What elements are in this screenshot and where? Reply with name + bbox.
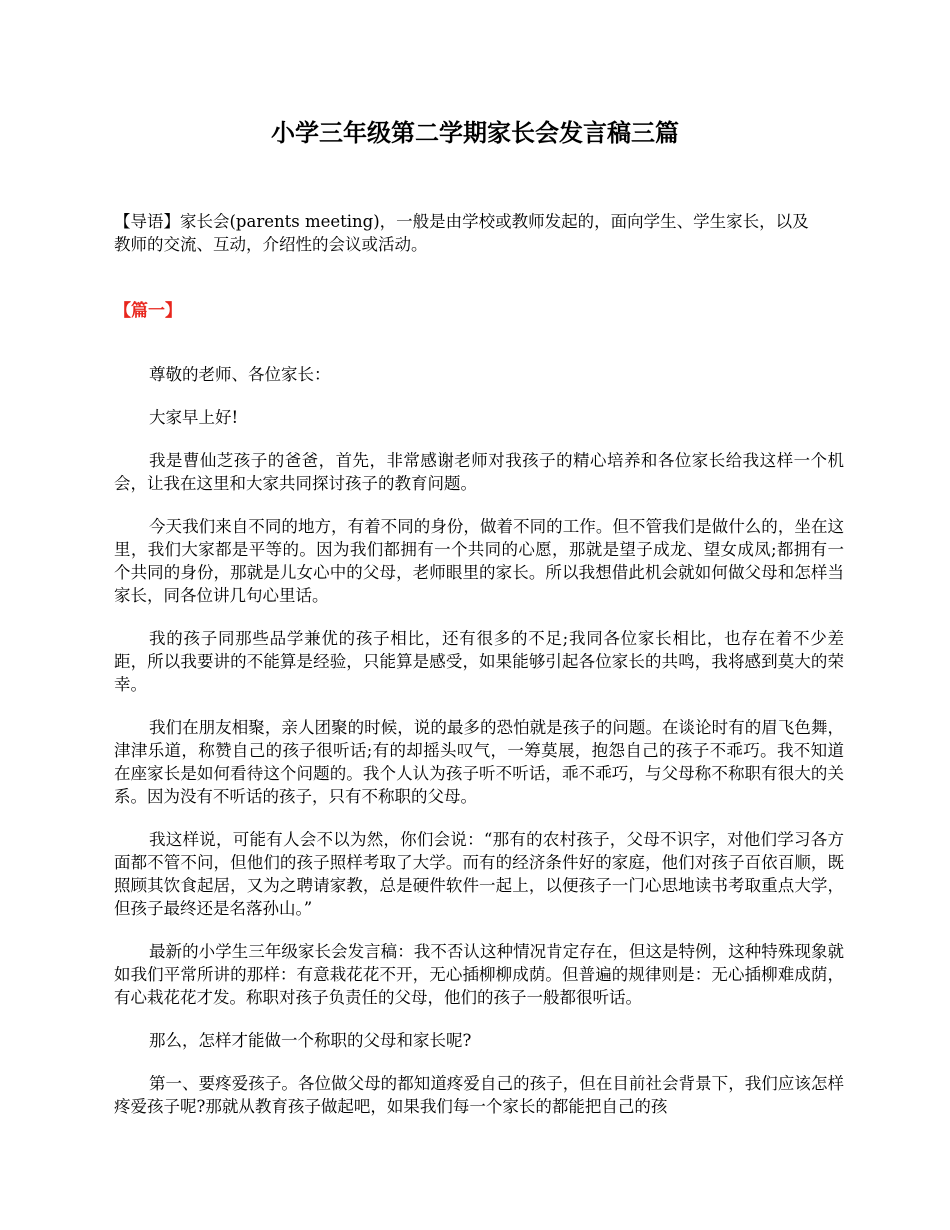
body-paragraph: 那么，怎样才能做一个称职的父母和家长呢? (149, 1031, 472, 1050)
body-paragraph: 今天我们来自不同的地方，有着不同的身份，做着不同的工作。但不管我们是做什么的，坐在这里，我们大家都是平等的。因为我们都拥有一个共同的心愿，那就是望子成龙、望女成凤;都拥有一个共同的身份，那就是儿女心中的父母，老师眼里的家长。所以我想借此机会就如何做父母和怎样当家长，同各位讲几句心里话。 (114, 517, 844, 605)
document-title: 小学三年级第二学期家长会发言稿三篇 (271, 118, 679, 147)
body-paragraph: 大家早上好! (149, 408, 239, 427)
body-paragraph: 我们在朋友相聚，亲人团聚的时候，说的最多的恐怕就是孩子的问题。在谈论时有的眉飞色舞，津津乐道，称赞自己的孩子很听话;有的却摇头叹气，一筹莫展，抱怨自己的孩子不乖巧。我不知道在座家长是如何看待这个问题的。我个人认为孩子听不听话，乖不乖巧，与父母称不称职有很大的关系。因为没有不听话的孩子，只有不称职的父母。 (114, 718, 844, 806)
body-paragraph: 尊敬的老师、各位家长： (149, 365, 331, 384)
body-paragraph: 我是曹仙芝孩子的爸爸，首先，非常感谢老师对我孩子的精心培养和各位家长给我这样一个机会，让我在这里和大家共同探讨孩子的教育问题。 (114, 451, 844, 493)
document-body (114, 363, 844, 1138)
body-paragraph: 第一、要疼爱孩子。各位做父母的都知道疼爱自己的孩子，但在目前社会背景下，我们应该怎样疼爱孩子呢?那就从教育孩子做起吧，如果我们每一个家长的都能把自己的孩 (114, 1074, 844, 1116)
intro-paragraph: 【导语】家长会(parents meeting)，一般是由学校或教师发起的，面向学生、学生家长，以及教师的交流、互动，介绍性的会议或活动。 (114, 212, 809, 254)
body-paragraph: 我这样说，可能有人会不以为然，你们会说：“那有的农村孩子，父母不识字，对他们学习各方面都不管不问，但他们的孩子照样考取了大学。而有的经济条件好的家庭，他们对孩子百依百顺，既照顾其饮食起居，又为之聘请家教，总是硬件软件一起上，以便孩子一门心思地读书考取重点大学，但孩子最终还是名落孙山。” (114, 830, 844, 918)
section-heading: 【篇一】 (114, 301, 182, 321)
body-paragraph: 我的孩子同那些品学兼优的孩子相比，还有很多的不足;我同各位家长相比，也存在着不少差距，所以我要讲的不能算是经验，只能算是感受，如果能够引起各位家长的共鸣，我将感到莫大的荣幸。 (114, 629, 844, 694)
body-paragraph: 最新的小学生三年级家长会发言稿：我不否认这种情况肯定存在，但这是特例，这种特殊现象就如我们平常所讲的那样：有意栽花花不开，无心插柳柳成荫。但普遍的规律则是：无心插柳难成荫，有心栽花花才发。称职对孩子负责任的父母，他们的孩子一般都很听话。 (114, 942, 844, 1007)
